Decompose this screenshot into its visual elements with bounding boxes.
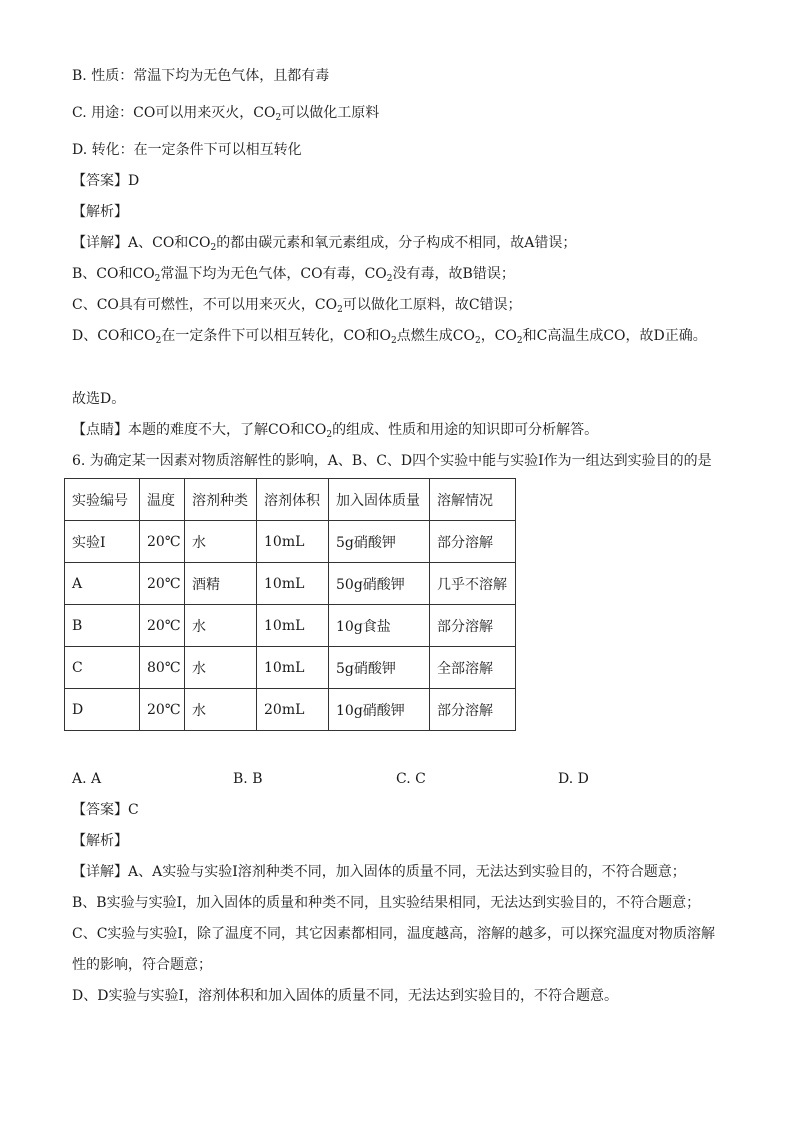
detail-d-part5: 和C高温生成CO，故D正确。 bbox=[522, 328, 707, 344]
table-cell: 10mL bbox=[257, 563, 329, 605]
tip-prefix: 【点睛】本题的难度不大，了解CO和CO bbox=[72, 422, 327, 438]
table-cell: A bbox=[65, 563, 140, 605]
detail-b-q6: B、B实验与实验I，加入固体的质量和种类不同，且实验结果相同，无法达到实验目的，不符合题意； bbox=[72, 895, 701, 911]
table-cell: 10mL bbox=[257, 605, 329, 647]
detail-a-q6: 【详解】A、A实验与实验I溶剂种类不同，加入固体的质量不同，无法达到实验目的，不符合题意； bbox=[72, 864, 686, 880]
table-cell: 实验I bbox=[65, 521, 140, 563]
analysis-q6: 【解析】 bbox=[72, 833, 128, 849]
subscript: 2 bbox=[275, 113, 282, 123]
subscript: 2 bbox=[391, 336, 397, 346]
option-c-prefix: C. 用途：CO可以用来灭火，CO bbox=[72, 105, 276, 121]
table-row bbox=[65, 521, 516, 563]
answer-q5: 【答案】D bbox=[72, 173, 140, 189]
choice-a: A. A bbox=[72, 771, 102, 787]
table-cell: 10g食盐 bbox=[329, 605, 430, 647]
header-cell: 加入固体质量 bbox=[329, 479, 430, 521]
table-cell: B bbox=[65, 605, 140, 647]
detail-c-prefix: C、CO具有可燃性，不可以用来灭火，CO bbox=[72, 297, 338, 313]
detail-a-suffix: 的都由碳元素和氧元素组成，分子构成不相同，故A错误； bbox=[216, 235, 577, 251]
question-6: 6. 为确定某一因素对物质溶解性的影响，A、B、C、D四个实验中能与实验I作为一组达到实验目的的是 bbox=[72, 453, 712, 469]
detail-d-part2: 在一定条件下可以相互转化，CO和O bbox=[161, 328, 392, 344]
subscript: 2 bbox=[337, 305, 343, 315]
table-cell: 5g硝酸钾 bbox=[329, 647, 430, 689]
table-cell: 5g硝酸钾 bbox=[329, 521, 430, 563]
option-d-text: D. 转化：在一定条件下可以相互转化 bbox=[72, 142, 302, 158]
table-row bbox=[65, 647, 516, 689]
tip-q5 bbox=[72, 420, 598, 440]
table-cell: 水 bbox=[185, 605, 257, 647]
subscript: 2 bbox=[155, 336, 162, 346]
header-cell: 溶剂种类 bbox=[185, 479, 257, 521]
table-cell: D bbox=[65, 689, 140, 731]
table-cell: 水 bbox=[185, 521, 257, 563]
detail-d-q6: D、D实验与实验I，溶剂体积和加入固体的质量不同，无法达到实验目的，不符合题意。 bbox=[72, 988, 618, 1004]
table-cell: C bbox=[65, 647, 140, 689]
table-cell: 20℃ bbox=[140, 689, 185, 731]
choice-d: D. D bbox=[558, 771, 589, 787]
table-cell: 20℃ bbox=[140, 521, 185, 563]
detail-b-prefix: B、CO和CO bbox=[72, 266, 155, 282]
option-c-text bbox=[72, 103, 379, 123]
table-row bbox=[65, 563, 516, 605]
table-cell: 几乎不溶解 bbox=[430, 563, 516, 605]
header-cell: 实验编号 bbox=[65, 479, 140, 521]
table-cell: 部分溶解 bbox=[430, 689, 516, 731]
table-row bbox=[65, 689, 516, 731]
table-cell: 水 bbox=[185, 689, 257, 731]
subscript: 2 bbox=[474, 336, 481, 346]
table-cell: 部分溶解 bbox=[430, 521, 516, 563]
detail-d-q5 bbox=[72, 326, 707, 346]
detail-b-middle: 常温下均为无色气体，CO有毒，CO bbox=[160, 266, 387, 282]
option-c-suffix: 可以做化工原料 bbox=[281, 105, 380, 121]
option-b-text: B. 性质：常温下均为无色气体，且都有毒 bbox=[72, 68, 330, 84]
table-cell: 10mL bbox=[257, 521, 329, 563]
subscript: 2 bbox=[210, 243, 217, 253]
detail-d-part4: ，CO bbox=[480, 328, 517, 344]
detail-c-suffix: 可以做化工原料，故C错误； bbox=[342, 297, 522, 313]
detail-a-q5 bbox=[72, 233, 576, 253]
subscript: 2 bbox=[326, 430, 333, 440]
choice-b: B. B bbox=[233, 771, 263, 787]
table-cell: 酒精 bbox=[185, 563, 257, 605]
table-cell: 全部溶解 bbox=[430, 647, 516, 689]
detail-a-prefix: 【详解】A、CO和CO bbox=[72, 235, 211, 251]
header-cell: 溶剂体积 bbox=[257, 479, 329, 521]
table-header-row bbox=[65, 479, 516, 521]
table-cell: 10mL bbox=[257, 647, 329, 689]
tip-suffix: 的组成、性质和用途的知识即可分析解答。 bbox=[332, 422, 599, 438]
table-cell: 10g硝酸钾 bbox=[329, 689, 430, 731]
subscript: 2 bbox=[516, 336, 523, 346]
table-cell: 20℃ bbox=[140, 563, 185, 605]
table-cell: 50g硝酸钾 bbox=[329, 563, 430, 605]
table-cell: 水 bbox=[185, 647, 257, 689]
table-cell: 80℃ bbox=[140, 647, 185, 689]
table-cell: 20℃ bbox=[140, 605, 185, 647]
detail-d-part1: D、CO和CO bbox=[72, 328, 156, 344]
table-cell: 20mL bbox=[257, 689, 329, 731]
analysis-q5: 【解析】 bbox=[72, 204, 128, 220]
detail-c-q5 bbox=[72, 295, 522, 315]
choice-c: C. C bbox=[396, 771, 426, 787]
choose-statement: 故选D。 bbox=[72, 391, 126, 407]
detail-d-part3: 点燃生成CO bbox=[396, 328, 475, 344]
experiment-table bbox=[64, 478, 516, 731]
header-cell: 溶解情况 bbox=[430, 479, 516, 521]
table-cell: 部分溶解 bbox=[430, 605, 516, 647]
detail-c-q6-line1: C、C实验与实验I，除了温度不同，其它因素都相同，温度越高，溶解的越多，可以探究温度对物质溶解 bbox=[72, 926, 715, 942]
header-cell: 温度 bbox=[140, 479, 185, 521]
subscript: 2 bbox=[154, 274, 161, 284]
detail-c-q6-line2: 性的影响，符合题意； bbox=[72, 957, 212, 973]
detail-b-suffix: 没有毒，故B错误； bbox=[392, 266, 515, 282]
detail-b-q5 bbox=[72, 264, 515, 284]
answer-q6: 【答案】C bbox=[72, 802, 139, 818]
subscript: 2 bbox=[386, 274, 393, 284]
table-row bbox=[65, 605, 516, 647]
